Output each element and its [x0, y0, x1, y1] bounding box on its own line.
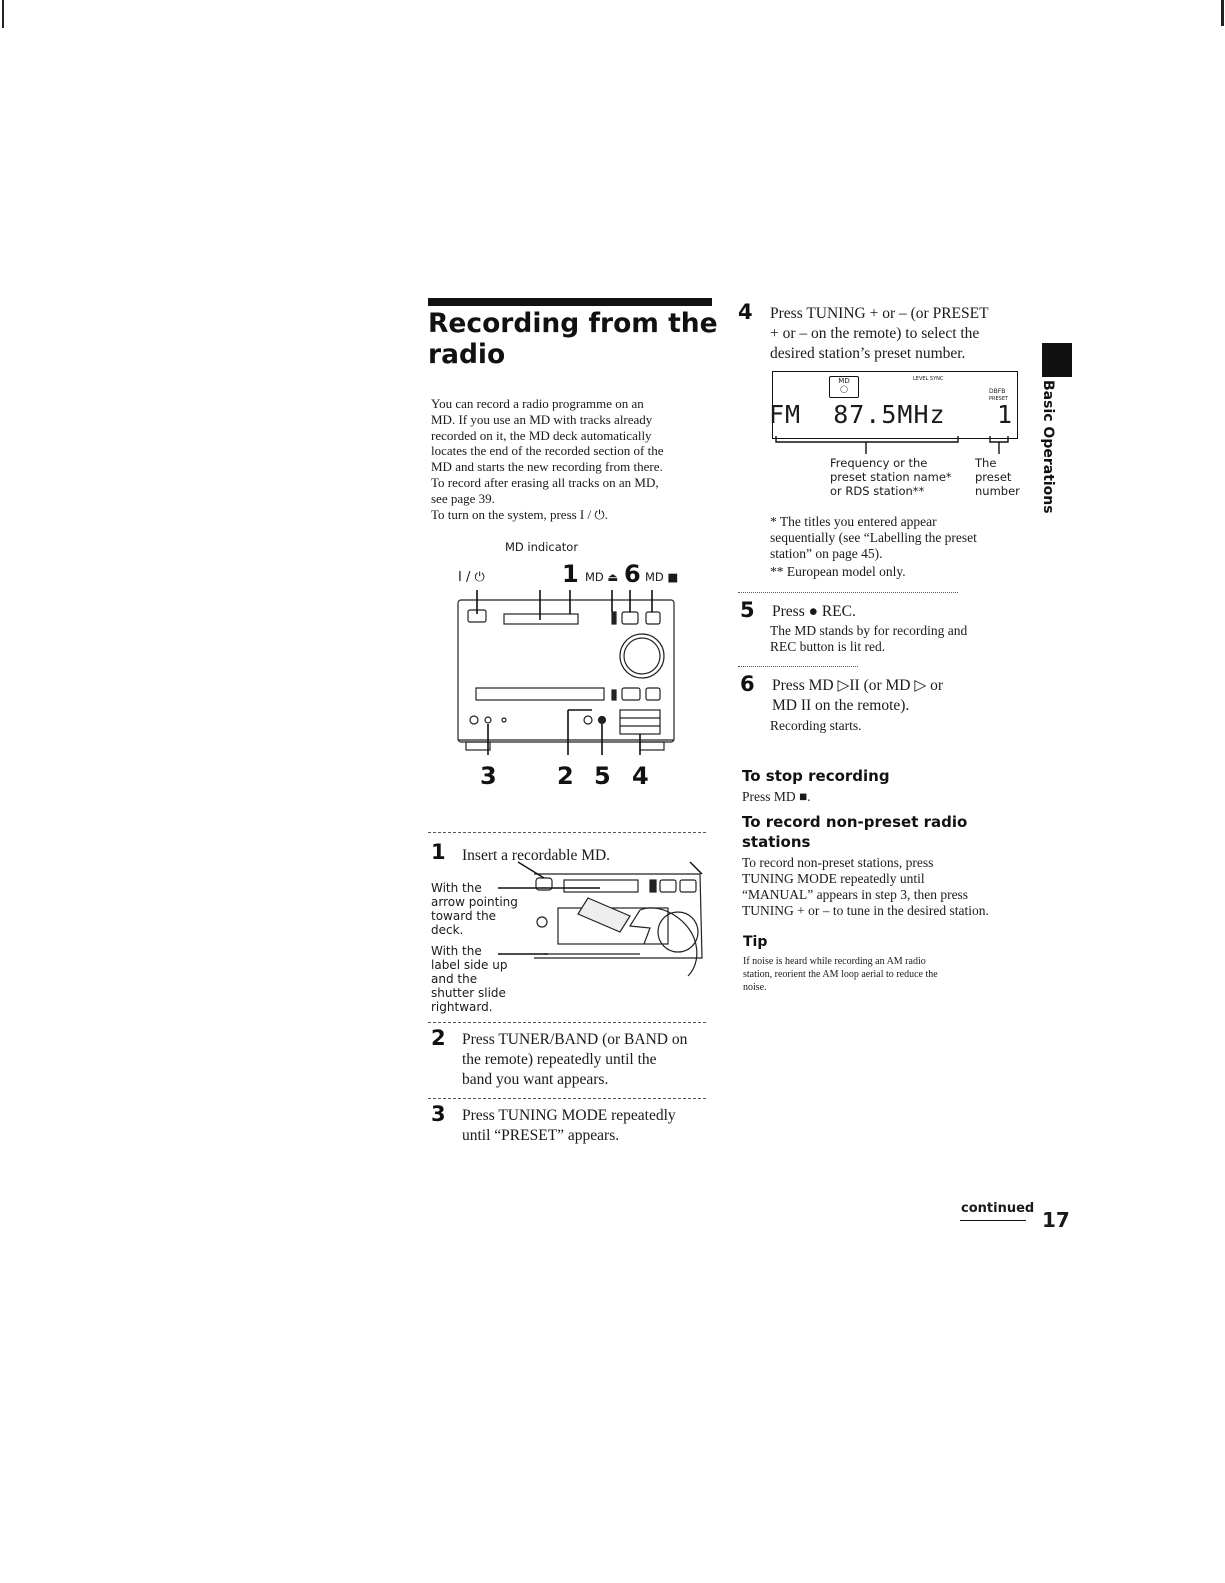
divider: [428, 1098, 706, 1099]
step-5-text: Press ● REC.: [772, 603, 856, 620]
section-label-text: Basic Operations: [1040, 380, 1056, 514]
insert-md-diagram: [490, 858, 712, 988]
intro-line: You can record a radio programme on an: [431, 396, 644, 411]
right-edge-mark: [1221, 0, 1224, 26]
callout-5: 5: [594, 762, 611, 790]
note-line: The MD stands by for recording and: [770, 623, 968, 638]
intro-line: To turn on the system, press I / ⏻.: [431, 506, 608, 522]
md-stop-label: MD ■: [645, 570, 679, 584]
section-tab: [1042, 343, 1072, 377]
caption-line: or RDS station**: [830, 484, 925, 498]
tip-heading: Tip: [743, 934, 768, 950]
nonpreset-heading: [742, 812, 967, 852]
step-5-note: [770, 623, 967, 655]
continued-label: continued: [961, 1201, 1035, 1216]
callout-line: and the: [431, 972, 478, 986]
nonpreset-text: [742, 855, 1032, 919]
caption-line: Frequency or the: [830, 456, 928, 470]
footnote-line: sequentially (see “Labelling the preset: [770, 530, 977, 545]
power-label: I / ⏻: [458, 570, 485, 585]
step-1-number: 1: [431, 840, 446, 864]
preset-indicator: PRESET: [989, 396, 1009, 402]
callout-line: deck.: [431, 923, 464, 937]
intro-line: locates the end of the recorded section of the: [431, 443, 664, 459]
callout-2: 2: [557, 762, 574, 790]
step-3-text: [462, 1106, 712, 1146]
section-label: [1036, 380, 1058, 515]
callout-line: label side up: [431, 958, 508, 972]
footnote-line: ** European model only.: [770, 564, 906, 579]
continued-underline: [960, 1220, 1026, 1221]
footnote-line: * The titles you entered appear: [770, 514, 937, 529]
title-rule: [428, 298, 712, 306]
intro-line: recorded on it, the MD deck automatically: [431, 427, 652, 443]
divider: [428, 1022, 706, 1023]
dbfb-indicator: DBFB: [989, 388, 1006, 395]
callout-6: 6: [624, 560, 641, 588]
step-4-text: [770, 304, 1020, 364]
step-2-line: the remote) repeatedly until the: [462, 1051, 657, 1068]
frequency-caption: [830, 456, 952, 498]
md-icon-text: MD: [838, 377, 850, 385]
step-5-number: 5: [740, 598, 755, 622]
nonpreset-line: TUNING + or – to tune in the desired station.: [742, 903, 989, 918]
page-title: Recording from the radio: [428, 308, 718, 370]
step-4-number: 4: [738, 300, 753, 324]
divider: [738, 666, 858, 667]
tip-line: station, reorient the AM loop aerial to reduce the: [743, 969, 938, 980]
intro-line: MD. If you use an MD with tracks already: [431, 411, 653, 427]
nonpreset-line: “MANUAL” appears in step 3, then press: [742, 887, 969, 902]
step-3-number: 3: [431, 1102, 446, 1126]
display-frequency: FM 87.5MHz: [769, 400, 946, 429]
heading-line: stations: [742, 833, 811, 851]
tip-line: noise.: [743, 982, 767, 993]
callout-line: With the: [431, 881, 482, 895]
callout-line: shutter slide: [431, 986, 506, 1000]
callout-line: toward the: [431, 909, 497, 923]
intro-line: MD and starts the new recording from there.: [431, 459, 663, 475]
caption-line: preset station name*: [830, 470, 952, 484]
caption-line: number: [975, 484, 1020, 498]
footnotes: [770, 514, 1020, 580]
step-1-text: Insert a recordable MD.: [462, 847, 611, 864]
step-2-line: Press TUNER/BAND (or BAND on: [462, 1031, 688, 1048]
tip-text: [743, 955, 938, 994]
step-2-text: [462, 1030, 712, 1090]
level-sync-indicator: LEVEL SYNC: [913, 376, 944, 382]
note-line: REC button is lit red.: [770, 639, 886, 654]
md-indicator-label: MD indicator: [505, 540, 579, 554]
nonpreset-line: To record non-preset stations, press: [742, 855, 934, 870]
intro-paragraph: [431, 396, 721, 522]
step-4-line: Press TUNING + or – (or PRESET: [770, 305, 989, 322]
divider: [738, 592, 958, 593]
step-6-text: [772, 676, 1022, 716]
tip-line: If noise is heard while recording an AM radio: [743, 956, 926, 967]
heading-line: To record non-preset radio: [742, 813, 968, 831]
step-6-line: MD II on the remote).: [772, 697, 910, 714]
step-4-line: + or – on the remote) to select the: [770, 325, 980, 342]
md-eject-label: MD ⏏: [585, 570, 619, 584]
callout-line: rightward.: [431, 1000, 493, 1014]
intro-line: see page 39.: [431, 490, 495, 506]
step-2-number: 2: [431, 1026, 446, 1050]
display-preset-number: 1: [997, 400, 1013, 429]
step-3-line: Press TUNING MODE repeatedly: [462, 1107, 676, 1124]
callout-4: 4: [632, 762, 649, 790]
md-disc-icon: MD ◯: [829, 376, 859, 398]
front-panel-diagram: [452, 590, 682, 760]
step-2-line: band you want appears.: [462, 1071, 609, 1088]
step-4-line: desired station’s preset number.: [770, 345, 966, 362]
step-6-note: Recording starts.: [770, 718, 862, 733]
footnote-line: station” on page 45).: [770, 546, 883, 561]
callout-3: 3: [480, 762, 497, 790]
step-3-line: until “PRESET” appears.: [462, 1127, 620, 1144]
caption-line: The: [975, 456, 997, 470]
callout-line: With the: [431, 944, 482, 958]
stop-recording-heading: To stop recording: [742, 767, 890, 785]
nonpreset-line: TUNING MODE repeatedly until: [742, 871, 925, 886]
intro-line: To record after erasing all tracks on an MD,: [431, 474, 659, 490]
callout-1: 1: [562, 560, 579, 588]
preset-caption: [975, 456, 1020, 498]
stop-recording-text: Press MD ■.: [742, 789, 811, 804]
divider: [428, 832, 706, 833]
display-panel: [769, 371, 1018, 439]
caption-line: preset: [975, 470, 1012, 484]
page-number: 17: [1042, 1208, 1070, 1232]
left-edge-mark: [2, 0, 4, 28]
callout-line: arrow pointing: [431, 895, 518, 909]
step-6-line: Press MD ▷II (or MD ▷ or: [772, 677, 944, 694]
step-6-number: 6: [740, 672, 755, 696]
